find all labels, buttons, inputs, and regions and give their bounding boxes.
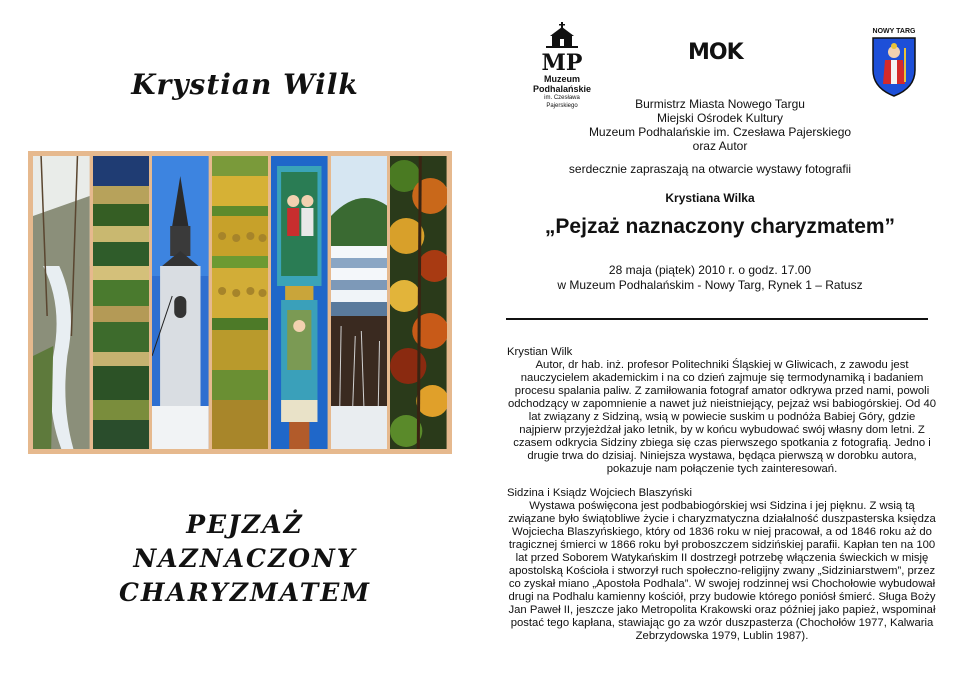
exhibition-title-line-1: PEJZAŻ — [186, 510, 304, 539]
photo-collage — [28, 151, 452, 454]
exhibition-title — [40, 508, 450, 610]
place-line: w Muzeum Podhalańskim - Nowy Targ, Rynek 1 – Ratusz — [557, 278, 863, 292]
exhibition-title-line-2: NAZNACZONY — [133, 544, 357, 573]
photo-strip-fields — [93, 156, 150, 449]
museum-logo-subtitle: im. Czesława Pajerskiego — [544, 95, 580, 109]
museum-logo-name-2: Podhalańskie — [532, 84, 592, 94]
culture-center-logo: MOK — [688, 40, 743, 65]
town-label: NOWY TARG — [872, 28, 916, 35]
organizer-line-3: Muzeum Podhalańskie im. Czesława Pajerskiego — [588, 125, 852, 139]
author-name: Krystian Wilk — [131, 68, 359, 101]
organizers — [560, 97, 880, 153]
priest-heading: Sidzina i Ksiądz Wojciech Blaszyński — [507, 487, 693, 499]
museum-logo-letters: MP — [541, 50, 583, 76]
town-coat-of-arms — [866, 27, 922, 102]
coat-of-arms-icon — [871, 36, 917, 98]
photo-strip-shrine — [271, 156, 328, 449]
author-genitive: Krystiana Wilka — [665, 191, 755, 205]
organizer-line-4: oraz Autor — [692, 139, 748, 153]
photo-strip-haystacks — [212, 156, 269, 449]
invite-line: serdecznie zapraszają na otwarcie wystawy fotografii — [568, 162, 852, 176]
description — [507, 346, 937, 643]
divider — [506, 318, 928, 320]
photo-strip-stream — [33, 156, 90, 449]
date-and-place — [530, 263, 890, 293]
museum-building-icon — [542, 22, 582, 48]
exhibition-quote-title: „Pejzaż naznaczony charyzmatem” — [544, 215, 896, 238]
photo-strip-church — [152, 156, 209, 449]
organizer-line-2: Miejski Ośrodek Kultury — [656, 111, 784, 125]
photo-strip-autumn — [390, 156, 447, 449]
date-line: 28 maja (piątek) 2010 r. o godz. 17.00 — [608, 263, 812, 277]
organizer-line-1: Burmistrz Miasta Nowego Targu — [635, 97, 805, 111]
bio-paragraph: Autor, dr hab. inż. profesor Politechniki Śląskiej w Gliwicach, z zawodu jest nauczycielem akademickim i na co dzień zajmuje się termodynamiką i badaniem procesu spalania paliw. Z zamiłowania fotograf amator odkrywa przed nami, powoli odchodzący w zapomnienie a nawet już nieistniejący, pejzaż wsi babiogórskiej. Od 40 lat związany z Sidziną, wsią w powiecie suskim u podnóża Babiej Góry, gdzie najpierw przyjeżdżał jako letnik, by w końcu wybudować swój własny dom letni. Z czasem odkrycia Sidziny zbiega się czas pierwszego spotkania z fotografią. Jedno i drugie trwa do dzisiaj. Niniejsza wystawa, będąca pierwszą w dorobku autora, pokazuje nam połączenie tych zainteresowań. — [507, 359, 937, 475]
bio-heading: Krystian Wilk — [507, 346, 573, 358]
priest-paragraph: Wystawa poświęcona jest podbabiogórskiej wsi Sidzina i jej pięknu. Z wsią tą związane było świątobliwe życie i charyzmatyczna działalność duszpasterska księdza Wojciecha Blaszyńskiego, który od 1836 roku w niej pracował, a od 1846 roku aż do tragicznej śmierci w 1866 roku był proboszczem sidzińskiej parafii. Kapłan ten na 100 lat przed Soborem Watykańskim II dostrzegł potrzebę włączenia świeckich w misję apostolską Kościoła i stworzył ruch społeczno-religijny zwany „Sidziniarstwem”, przez co zyskał miano „Apostoła Podhala”. W swojej rodzinnej wsi Chochołowie wybudował drugi na Podhalu kamienny kościół, przy budowie którego poniósł śmierć. Sługa Boży Jan Paweł II, jeszcze jako Metropolita Krakowski oraz później jako papież, wspominał postać tego kapłana, stawiając go za wzór duszpasterza (Chochołów 1977, Kalwaria Zebrzydowska 1979, Lublin 1987). — [508, 500, 936, 642]
photo-strip-winter-hills — [331, 156, 388, 449]
museum-logo-name-1: Muzeum — [544, 74, 580, 84]
exhibition-title-line-3: CHARYZMATEM — [118, 578, 372, 607]
